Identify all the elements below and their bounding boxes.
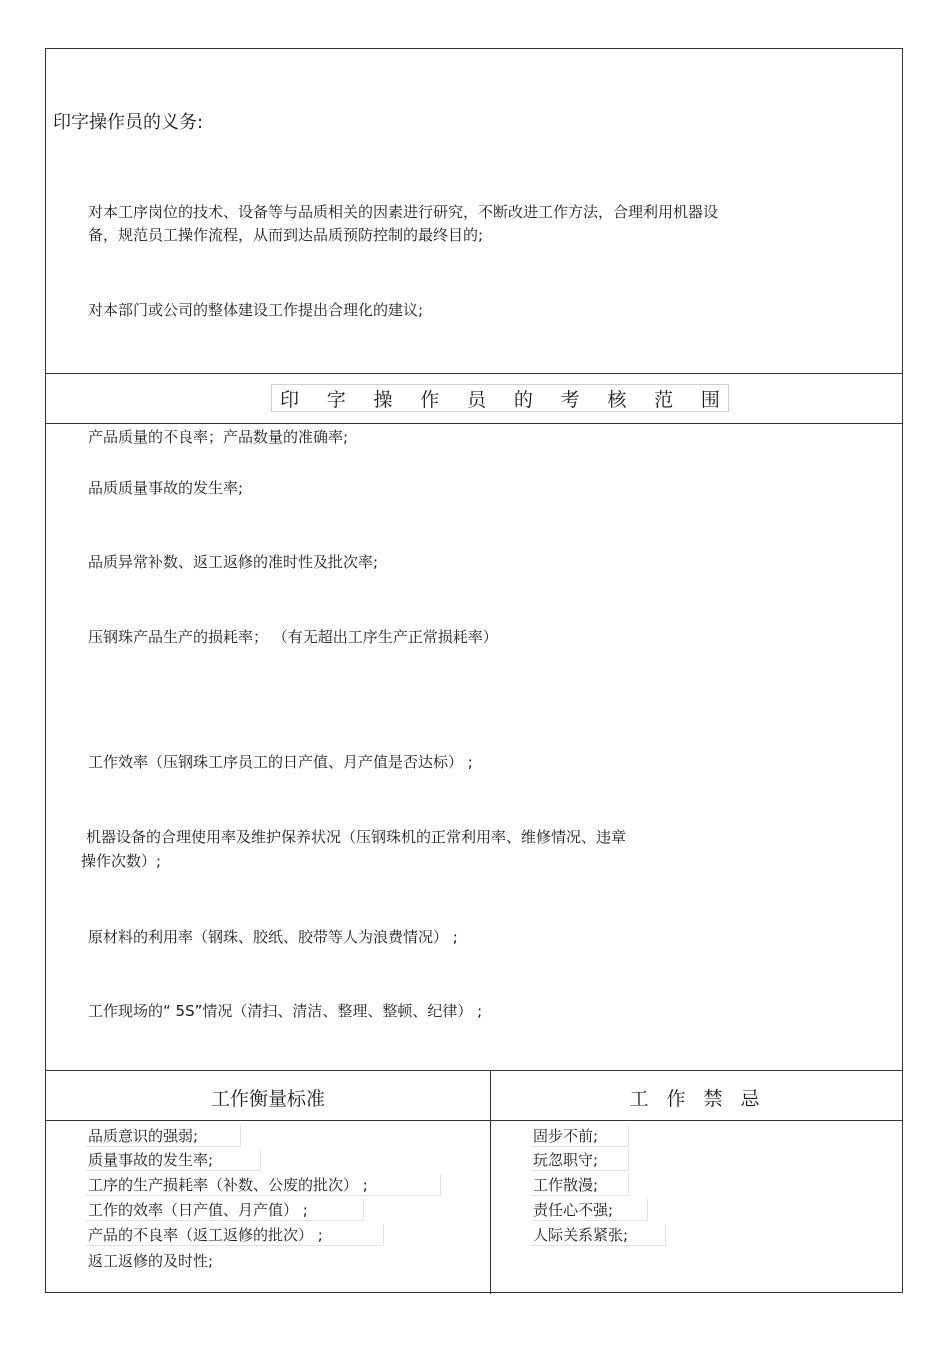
scope-title-char: 字 [326,388,346,411]
duty-item-1-line-2: 备，规范员工操作流程，从而到达品质预防控制的最终目的; [88,226,484,244]
taboo-item: 固步不前; [533,1127,599,1145]
divider-scope-bottom [46,1070,902,1071]
scope-title-char: 员 [467,388,487,411]
scope-item: 品质异常补数、返工返修的准时性及批次率; [88,553,379,571]
standard-item: 工作的效率（日产值、月产值） ; [88,1201,308,1219]
standard-item: 工序的生产损耗率（补数、公废的批次） ; [88,1176,368,1194]
duty-item-1-line-1: 对本工序岗位的技术、设备等与品质相关的因素进行研究，不断改进工作方法，合理利用机器设 [88,203,719,221]
taboo-item: 人际关系紧张; [533,1226,629,1244]
scope-item: 机器设备的合理使用率及维护保养状况（压钢珠机的正常利用率、维修情况、违章 [86,828,627,846]
duties-heading: 印字操作员的义务: [53,112,204,133]
taboo-item: 工作散漫; [533,1176,599,1194]
scope-item: 原材料的利用率（钢珠、胶纸、胶带等人为浪费情况） ; [88,928,458,946]
scope-title-char: 围 [700,388,720,411]
scope-item: 品质质量事故的发生率; [88,479,244,497]
divider-bottom-headers [46,1120,902,1121]
standard-item: 产品的不良率（返工返修的批次） ; [88,1226,323,1244]
scope-title [271,384,729,412]
standard-item: 返工返修的及时性; [88,1252,214,1270]
taboo-item: 玩忽职守; [533,1151,599,1169]
taboos-header: 工 作 禁 忌 [629,1088,766,1110]
standard-item: 品质意识的强弱; [88,1127,199,1145]
scope-title-char: 考 [560,388,580,411]
standard-item: 质量事故的发生率; [88,1151,214,1169]
taboo-item: 责任心不强; [533,1201,614,1219]
scope-title-char: 印 [280,388,300,411]
document-form [45,48,903,1293]
scope-item: 产品质量的不良率；产品数量的准确率; [88,428,349,446]
duty-item-2: 对本部门或公司的整体建设工作提出合理化的建议; [88,301,424,319]
scope-item: 工作效率（压钢珠工序员工的日产值、月产值是否达标） ; [88,753,473,771]
scope-title-char: 作 [420,388,440,411]
standards-header: 工作衡量标准 [210,1088,325,1110]
scope-title-char: 的 [513,388,533,411]
scope-item: 工作现场的“ 5S”情况（清扫、清洁、整理、整顿、纪律） ; [88,1002,483,1020]
divider-duties-scope [46,373,902,374]
scope-title-char: 范 [654,388,674,411]
scope-item-continued: 操作次数）; [81,852,162,870]
scope-title-char: 核 [607,388,627,411]
scope-title-char: 操 [373,388,393,411]
scope-item: 压钢珠产品生产的损耗率； （有无超出工序生产正常损耗率） [88,628,498,646]
divider-scope-title [46,423,902,424]
